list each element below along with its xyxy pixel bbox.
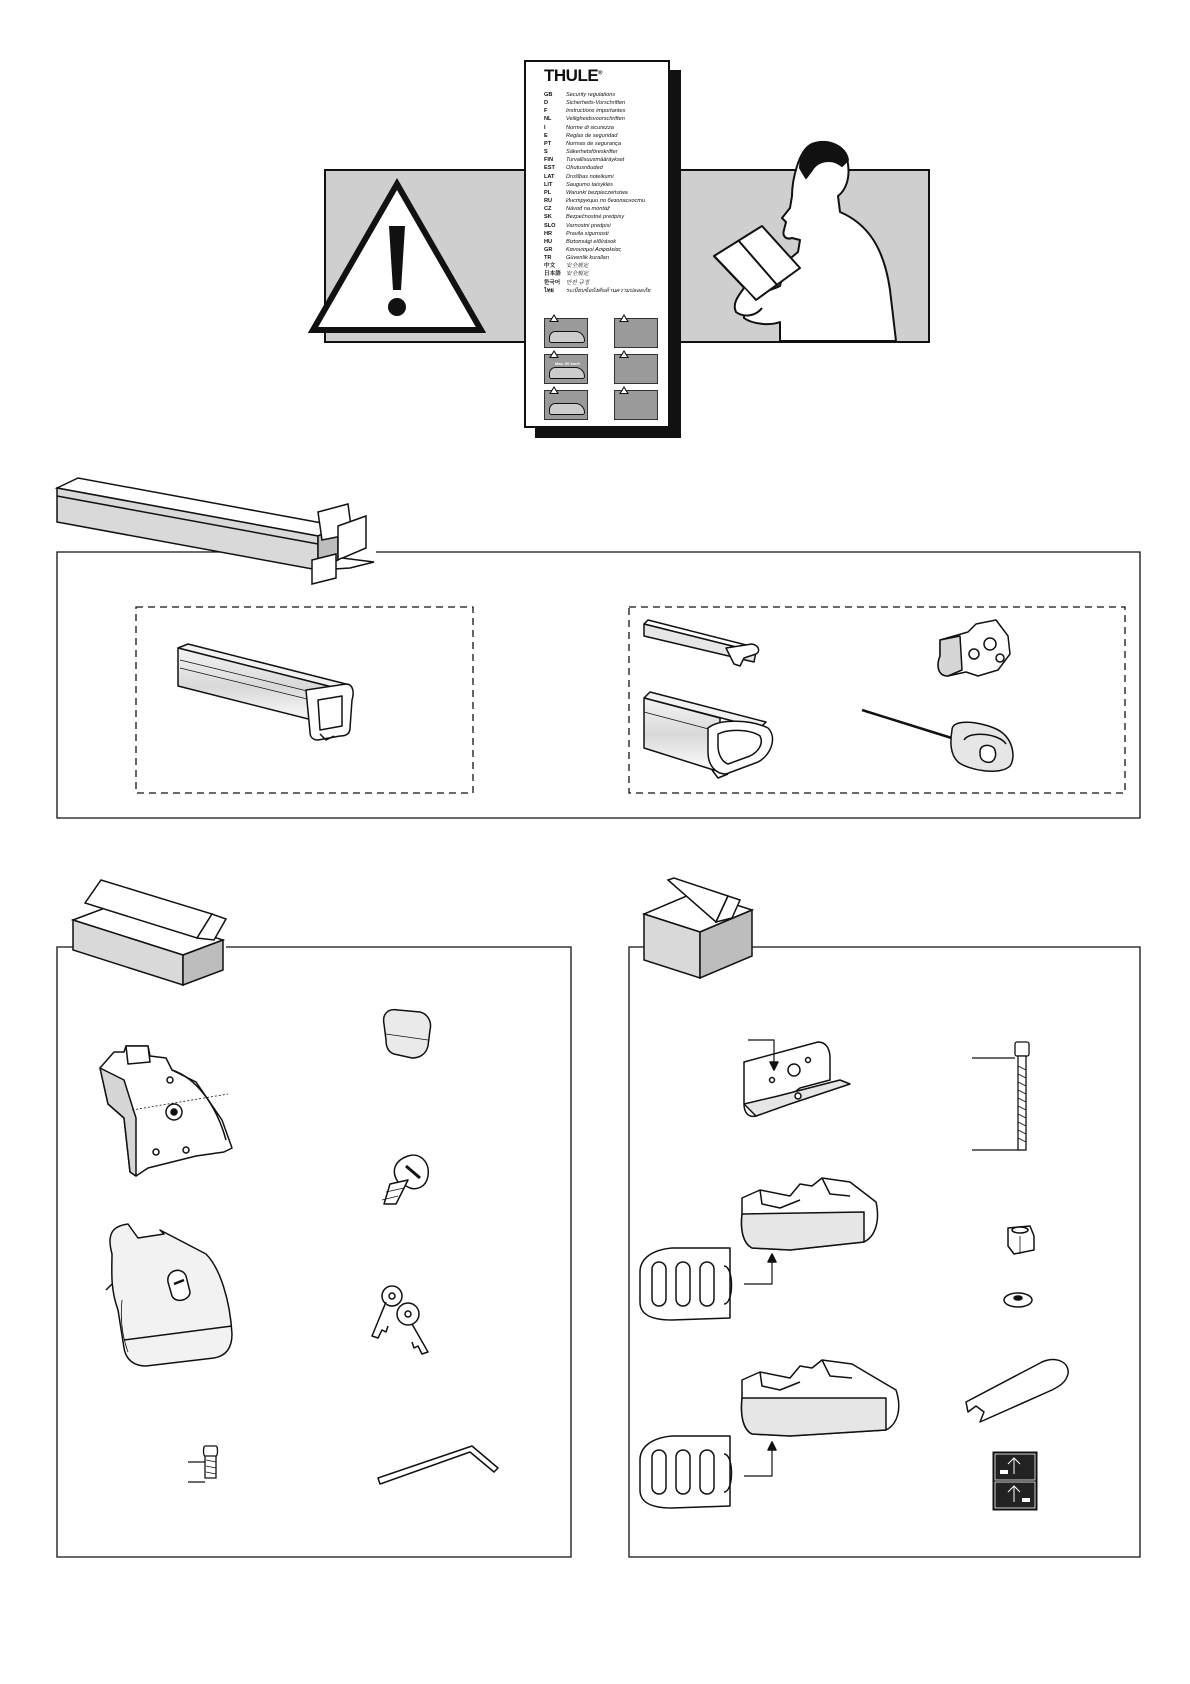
long-bolt-part [972, 1042, 1029, 1150]
rubber-strip-profile [644, 620, 759, 666]
load-check-thumbnail [614, 390, 658, 420]
foot-pad-part-lower [741, 1360, 898, 1476]
allen-key-part [378, 1446, 498, 1484]
thule-logo: THULE® [544, 66, 603, 85]
language-row: F Instructions importantes [544, 108, 626, 115]
road-thumbnail [614, 354, 658, 384]
end-cap-small-part [384, 1010, 431, 1058]
language-row: PT Normas de segurança [544, 140, 622, 147]
rubber-pad-part-upper [640, 1248, 732, 1320]
language-row: EST Ohutusnõuded [544, 165, 603, 172]
language-row: CZ Návod na montáž [544, 206, 610, 213]
instruction-sticker-part [993, 1452, 1037, 1510]
warning-triangle-icon [549, 314, 559, 322]
language-row: 한국어 안전 규정 [544, 279, 590, 286]
language-list [544, 91, 666, 295]
language-row: SK Bezpečnostné predpisy [544, 214, 625, 221]
language-row: FIN Turvallisuusmääräykset [544, 157, 625, 164]
language-row: LAT Drošības noteikumi [544, 173, 614, 180]
end-cap-with-tool-part [862, 710, 1013, 771]
foot-cover-part [106, 1224, 232, 1366]
warning-triangle-icon [619, 386, 629, 394]
small-screw-part [188, 1446, 218, 1482]
tailgate-thumbnail [614, 318, 658, 348]
foot-kit-box [57, 880, 571, 1557]
speed-limit-thumbnail: Max. 90 km/h [544, 354, 588, 384]
language-row: I Norme di sicurezza [544, 124, 614, 131]
language-row: 日本語 安全規定 [544, 271, 589, 278]
loaded-car-thumbnail [544, 390, 588, 420]
end-cap-part [938, 620, 1010, 676]
leaflet-thumbnails [544, 314, 660, 424]
square-bar-profile [178, 644, 353, 740]
washer-part [1004, 1293, 1032, 1307]
keys-icon [372, 1286, 428, 1354]
bracket-plate-part [744, 1040, 850, 1116]
language-row: 中文 安全规定 [544, 263, 589, 270]
safety-leaflet [524, 60, 670, 428]
language-row: ไทย ระเบียบข้อบังคับด้านความปลอดภัย [544, 287, 651, 294]
nut-part [1008, 1226, 1034, 1254]
language-row: D Sicherheits-Vorschriften [544, 100, 626, 107]
aero-bar-profile [644, 692, 773, 778]
warning-triangle-icon [549, 350, 559, 358]
language-row: PL Warunki bezpieczeństwa [544, 189, 628, 196]
warning-triangle-icon [619, 350, 629, 358]
language-row: HU Biztonsági előírások [544, 238, 617, 245]
language-row: GB Security regulations [544, 92, 616, 98]
foot-part [100, 1046, 232, 1176]
language-row: RU Инструкции по безопасности [544, 198, 646, 205]
language-row: TR Güvenlik kuralları [544, 255, 610, 262]
car-roof-thumbnail [544, 318, 588, 348]
language-row: NL Veiligheidsvoorschriften [544, 116, 625, 123]
foot-pad-part-upper [741, 1178, 877, 1284]
wrench-tool-part [966, 1360, 1068, 1422]
warning-triangle-icon [549, 386, 559, 394]
language-row: SLO Varnostni predpisi [544, 222, 611, 229]
language-row: HR Pravila sigurnosti [544, 230, 609, 237]
rubber-pad-part-lower [640, 1436, 732, 1508]
language-row: LIT Saugumo taisyklės [544, 181, 613, 188]
language-row: GR Κανονισμοί Ασφαλείας [544, 246, 622, 253]
warning-triangle-icon [619, 314, 629, 322]
language-row: E Reglas de seguridad [544, 132, 618, 139]
lock-cylinder-part [382, 1155, 428, 1204]
language-row: S Säkerhetsföreskrifter [544, 149, 618, 156]
